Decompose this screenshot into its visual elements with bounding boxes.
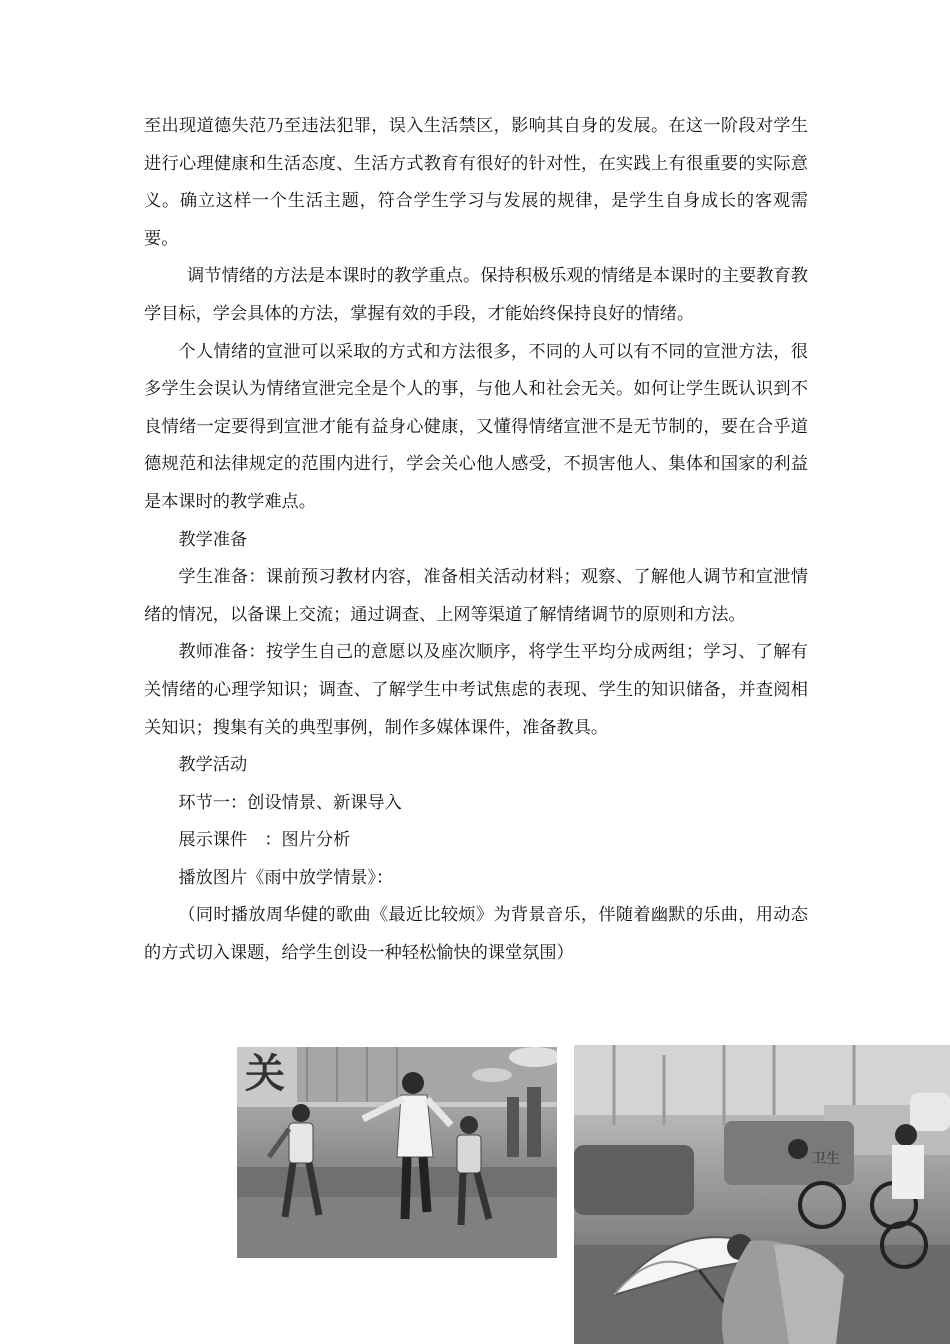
photo-umbrella-illustration bbox=[574, 1045, 950, 1344]
paragraph-student-preparation: 学生准备：课前预习教材内容，准备相关活动材料；观察、了解他人调节和宣泄情绪的情况，以备课上交流；通过调查、上网等渠道了解情绪调节的原则和方法。 bbox=[144, 567, 808, 625]
heading-teaching-activities: 教学活动 bbox=[178, 755, 248, 776]
photo-children-running-in-rain bbox=[237, 1047, 557, 1258]
heading-teaching-preparation: 教学准备 bbox=[178, 529, 248, 550]
photo-umbrella-in-rain bbox=[574, 1045, 950, 1344]
photo-sign-text: 关 bbox=[245, 1051, 285, 1097]
photo-truck-text: 卫生 bbox=[812, 1151, 840, 1167]
paragraph-show-courseware: 展示课件 ：图片分析 bbox=[178, 830, 351, 851]
document-body bbox=[144, 108, 808, 973]
paragraph-background-music: （同时播放周华健的歌曲《最近比较烦》为背景音乐，伴随着幽默的乐曲，用动态的方式切入课题，给学生创设一种轻松愉快的课堂氛围） bbox=[144, 905, 808, 964]
paragraph-teaching-difficulty: 个人情绪的宣泄可以采取的方式和方法很多，不同的人可以有不同的宣泄方法，很多学生会误认为情绪宣泄完全是个人的事，与他人和社会无关。如何让学生既认识到不良情绪一定要得到宣泄才能有益身心健康，又懂得情绪宣泄不是无节制的，要在合乎道德规范和法律规定的范围内进行，学会关心他人感受，不损害他人、集体和国家的利益是本课时的教学难点。 bbox=[144, 341, 808, 512]
paragraph-teaching-focus: 调节情绪的方法是本课时的教学重点。保持积极乐观的情绪是本课时的主要教育教学目标，学会具体的方法，掌握有效的手段，才能始终保持良好的情绪。 bbox=[144, 266, 808, 324]
section-step-one: 环节一：创设情景、新课导入 bbox=[178, 792, 402, 813]
paragraph-teacher-preparation: 教师准备：按学生自己的意愿以及座次顺序，将学生平均分成两组；学习、了解有关情绪的心理学知识；调查、了解学生中考试焦虑的表现、学生的知识储备，并查阅相关知识；搜集有关的典型事例，制作多媒体课件，准备教具。 bbox=[144, 642, 808, 738]
photo-children-illustration bbox=[237, 1047, 557, 1258]
paragraph-context: 至出现道德失范乃至违法犯罪，误入生活禁区，影响其自身的发展。在这一阶段对学生进行心理健康和生活态度、生活方式教育有很好的针对性，在实践上有很重要的实际意义。确立这样一个生活主题，符合学生学习与发展的规律，是学生自身成长的客观需要。 bbox=[144, 116, 808, 249]
paragraph-play-picture: 播放图片《雨中放学情景》： bbox=[178, 867, 394, 888]
